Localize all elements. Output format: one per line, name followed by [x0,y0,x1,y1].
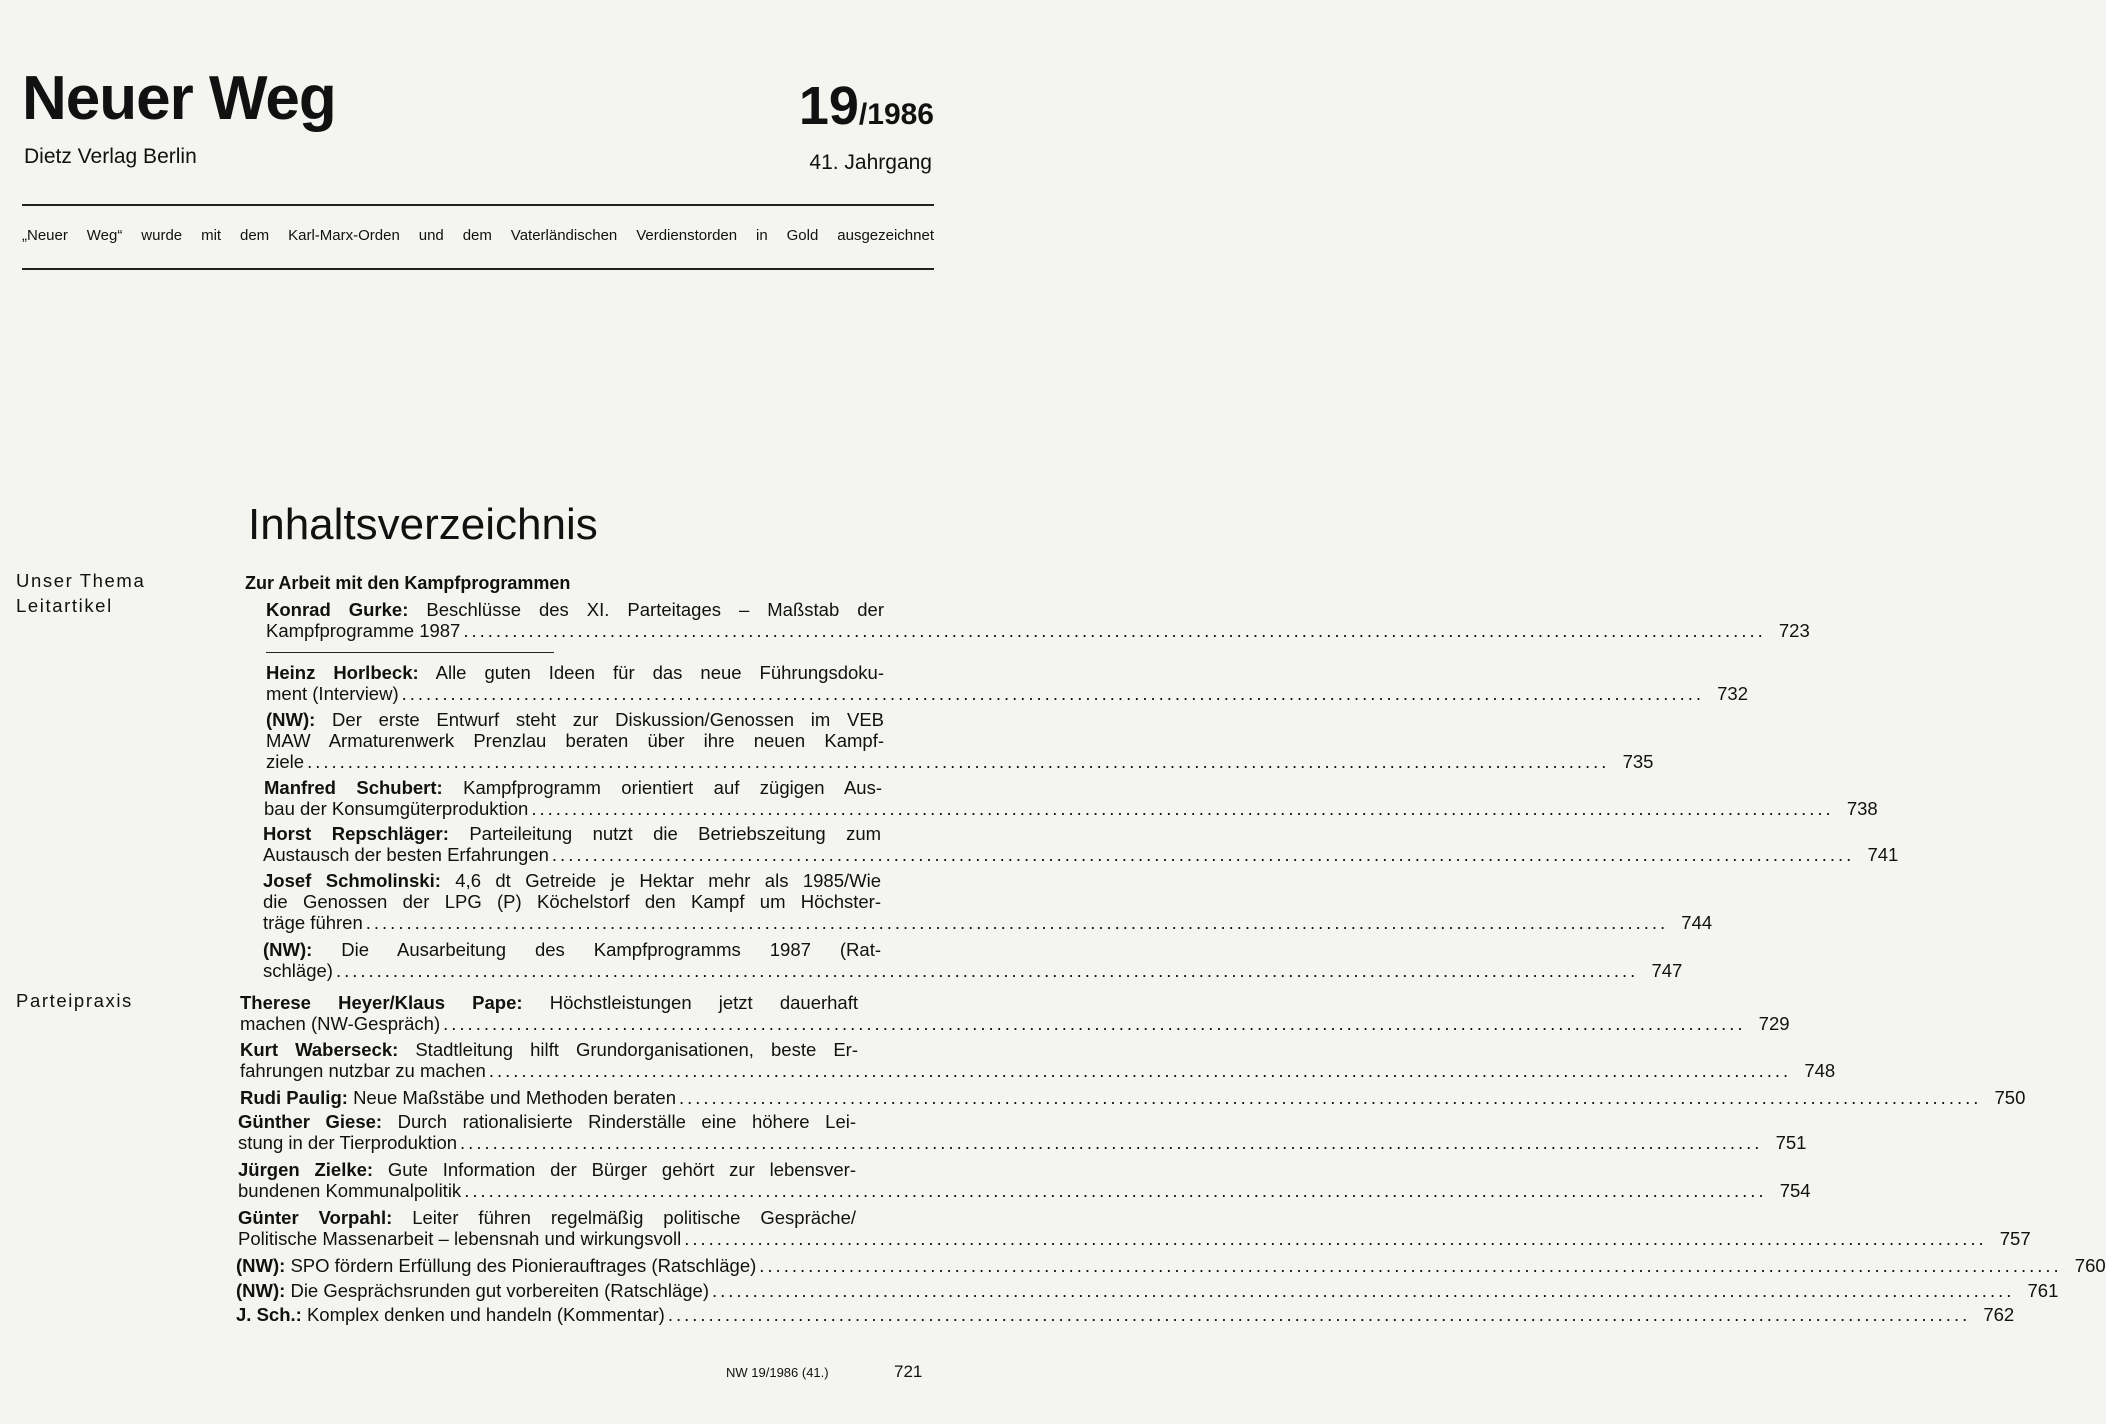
footer-reference: NW 19/1986 (41.) [726,1365,829,1380]
dot-leader: ................................................................................................................................................................ [401,683,1705,704]
toc-entry-tail-text: schläge) [263,960,333,981]
award-line: „Neuer Weg“ wurde mit dem Karl-Marx-Orden und dem Vaterländischen Verdienstorden in Gold ausgezeichnet [22,227,934,244]
toc-entry[interactable] [266,662,1749,704]
section-label-lead: Leitartikel [16,595,113,616]
dot-leader: ................................................................................................................................................................ [464,1180,1767,1201]
toc-entry-last-line [266,751,1654,772]
issue-year: /1986 [858,98,934,131]
toc-entry-line [264,777,882,798]
toc-entry-page: 762 [1983,1304,2015,1325]
toc-entry-tail [238,1132,457,1153]
toc-entry[interactable] [263,823,1899,865]
toc-entry-line [263,891,881,912]
toc-entry-text: Beschlüsse des XI. Parteitages – Maßstab der [426,599,884,620]
toc-entry-author: (NW): [236,1255,286,1276]
toc-entry-page: 741 [1867,844,1899,865]
toc-entry-tail [236,1304,665,1325]
toc-entry-page: 757 [1999,1228,2031,1249]
toc-entry-last-line [266,683,1749,704]
toc-entry-last-line [238,1228,2031,1249]
top-rule [22,204,934,206]
toc-entry-page: 754 [1779,1180,1811,1201]
toc-entry-text: Die Ausarbeitung des Kampfprogramms 1987 (Rat- [341,939,881,960]
toc-entry-last-line [238,1180,1811,1201]
dot-leader: ................................................................................................................................................................ [684,1228,1987,1249]
section-label-practice: Parteipraxis [16,990,133,1011]
dot-leader: ................................................................................................................................................................ [460,1132,1763,1153]
toc-entry[interactable] [236,1280,2059,1301]
toc-entry-text: Kampfprogramm orientiert auf zügigen Aus- [463,777,883,798]
toc-entry-author: Rudi Paulig: [240,1087,348,1108]
toc-entry-page: 751 [1775,1132,1807,1153]
toc-entry[interactable] [240,1087,2026,1108]
dot-leader: ................................................................................................................................................................ [443,1013,1746,1034]
toc-entry-last-line [263,912,1713,933]
footer-page-number: 721 [894,1362,923,1381]
toc-entry-page: 744 [1681,912,1713,933]
toc-entry-author: (NW): [266,709,316,730]
toc-entry-last-line [236,1304,2015,1325]
toc-entry-tail [263,844,549,865]
toc-entry[interactable] [240,1039,1836,1081]
toc-entry-line [266,730,884,751]
toc-entry-page: 738 [1846,798,1878,819]
toc-entry[interactable] [266,599,1810,641]
toc-entry-text: Durch rationalisierte Rinderställe eine höhere Lei- [397,1111,857,1132]
dot-leader: ................................................................................................................................................................ [759,1255,2062,1276]
toc-entry-author: Josef Schmolinski: [263,870,441,891]
toc-entry-tail [266,751,304,772]
toc-entry[interactable] [263,939,1683,981]
toc-entry-author: Günter Vorpahl: [238,1207,393,1228]
toc-entry-tail-text: bundenen Kommunalpolitik [238,1180,462,1201]
dot-leader: ................................................................................................................................................................ [667,1304,1971,1325]
toc-entry-line [263,870,881,891]
dot-leader: ................................................................................................................................................................ [531,798,1834,819]
toc-entry-author: Günther Giese: [238,1111,383,1132]
toc-entry-tail [238,1180,461,1201]
toc-entry-author: Therese Heyer/Klaus Pape: [240,992,523,1013]
issue-number-value: 19 [798,76,859,136]
toc-entry-line [238,1159,856,1180]
toc-entry-text: die Genossen der LPG (P) Köchelstorf den Kampf um Höchster- [263,891,881,912]
toc-entry-tail-text: Kampfprogramme 1987 [266,620,461,641]
toc-entry-tail-text: machen (NW-Gespräch) [240,1013,441,1034]
toc-entry-line [240,992,858,1013]
toc-entry-page: 748 [1804,1060,1836,1081]
toc-entry-tail [240,1060,486,1081]
toc-entry-author: Horst Repschläger: [263,823,449,844]
toc-entry-page: 735 [1622,751,1654,772]
toc-entry-last-line [236,1280,2059,1301]
toc-entry-author: Manfred Schubert: [264,777,443,798]
toc-entry-line [266,709,884,730]
toc-entry-tail [264,798,528,819]
toc-entry[interactable] [240,992,1790,1034]
toc-entry-tail [266,620,460,641]
toc-entry[interactable] [238,1111,1807,1153]
toc-entry-last-line [263,960,1683,981]
toc-entry-text: 4,6 dt Getreide je Hektar mehr als 1985/Wie [455,870,882,891]
toc-entry-tail-text: ziele [266,751,305,772]
dot-leader: ................................................................................................................................................................ [551,844,1855,865]
toc-entry-last-line [240,1013,1790,1034]
toc-entry-tail [240,1013,440,1034]
toc-entry-page: 761 [2027,1280,2059,1301]
toc-entry-tail [263,912,363,933]
dot-leader: ................................................................................................................................................................ [365,912,1669,933]
toc-entry-line [263,939,881,960]
magazine-title: Neuer Weg [22,64,336,133]
dot-leader: ................................................................................................................................................................ [488,1060,1792,1081]
toc-entry-author: Kurt Waberseck: [240,1039,399,1060]
toc-entry-tail [238,1228,681,1249]
volume: 41. Jahrgang [809,151,932,174]
toc-entry-tail [263,960,333,981]
toc-entry-text: Höchstleistungen jetzt dauerhaft [549,992,858,1013]
publisher: Dietz Verlag Berlin [24,145,197,168]
toc-entry-last-line [240,1060,1836,1081]
toc-entry-tail [236,1280,709,1301]
toc-entry[interactable] [236,1255,2106,1276]
toc-entry-author: Konrad Gurke: [266,599,409,620]
toc-entry-last-line [240,1087,2026,1108]
toc-entry-page: 732 [1717,683,1749,704]
toc-entry-page: 747 [1651,960,1683,981]
toc-entry-tail [240,1087,676,1108]
toc-entry-text: Alle guten Ideen für das neue Führungsdoku- [435,662,884,683]
theme-title: Zur Arbeit mit den Kampfprogrammen [245,573,571,593]
section-label-theme: Unser Thema [16,570,146,591]
toc-entry-line [238,1111,856,1132]
toc-entry-author: (NW): [236,1280,286,1301]
toc-entry-text: MAW Armaturenwerk Prenzlau beraten über ihre neuen Kampf- [266,730,884,751]
toc-entry[interactable] [264,777,1878,819]
toc-entry-tail-text: ment (Interview) [266,683,399,704]
toc-entry-text: Leiter führen regelmäßig politische Gespräche/ [412,1207,857,1228]
toc-entry-tail-text: Die Gesprächsrunden gut vorbereiten (Ratschläge) [290,1280,709,1301]
toc-entry-text: Gute Information der Bürger gehört zur lebensver- [387,1159,856,1180]
toc-entry-text: Der erste Entwurf steht zur Diskussion/Genossen im VEB [332,709,885,730]
toc-entry-author: Heinz Horlbeck: [266,662,419,683]
toc-entry[interactable] [266,709,1654,772]
dot-leader: ................................................................................................................................................................ [307,751,1610,772]
toc-entry-tail-text: fahrungen nutzbar zu machen [240,1060,486,1081]
toc-entry-page: 723 [1778,620,1810,641]
toc-entry-last-line [263,844,1899,865]
toc-entry-line [238,1207,856,1228]
toc-entry-tail-text: bau der Konsumgüterproduktion [264,798,529,819]
toc-entry-tail-text: Komplex denken und handeln (Kommentar) [306,1304,665,1325]
toc-entry[interactable] [238,1159,1811,1201]
award-rule [22,268,934,270]
toc-entry-tail-text: Austausch der besten Erfahrungen [263,844,549,865]
toc-entry-author: Jürgen Zielke: [238,1159,374,1180]
divider [266,652,554,653]
dot-leader: ................................................................................................................................................................ [335,960,1639,981]
toc-entry-last-line [264,798,1878,819]
toc-entry-tail-text: stung in der Tierproduktion [238,1132,458,1153]
toc-entry-tail-text: Neue Maßstäbe und Methoden beraten [353,1087,676,1108]
toc-entry-last-line [238,1132,1807,1153]
toc-entry-tail [266,683,399,704]
toc-entry-line [263,823,881,844]
dot-leader: ................................................................................................................................................................ [463,620,1766,641]
toc-entry-tail [236,1255,756,1276]
toc-entry-page: 750 [1994,1087,2026,1108]
toc-entry-tail-text: träge führen [263,912,363,933]
toc-entry-line [240,1039,858,1060]
toc-entry-last-line [236,1255,2106,1276]
toc-entry-line [266,662,884,683]
issue-number [799,76,934,150]
toc-entry-page: 729 [1758,1013,1790,1034]
toc-entry-tail-text: SPO fördern Erfüllung des Pionierauftrages (Ratschläge) [290,1255,757,1276]
toc-entry[interactable] [238,1207,2031,1249]
dot-leader: ................................................................................................................................................................ [711,1280,2015,1301]
toc-entry-tail-text: Politische Massenarbeit – lebensnah und wirkungsvoll [238,1228,682,1249]
toc-entry-last-line [266,620,1810,641]
dot-leader: ................................................................................................................................................................ [679,1087,1982,1108]
toc-heading: Inhaltsverzeichnis [248,500,598,549]
toc-entry-text: Parteileitung nutzt die Betriebszeitung zum [469,823,882,844]
toc-entry[interactable] [263,870,1713,933]
toc-entry-page: 760 [2074,1255,2106,1276]
toc-entry-author: (NW): [263,939,313,960]
toc-entry-author: J. Sch.: [236,1304,302,1325]
toc-entry-text: Stadtleitung hilft Grundorganisationen, beste Er- [415,1039,858,1060]
toc-entry-line [266,599,884,620]
toc-entry[interactable] [236,1304,2015,1325]
